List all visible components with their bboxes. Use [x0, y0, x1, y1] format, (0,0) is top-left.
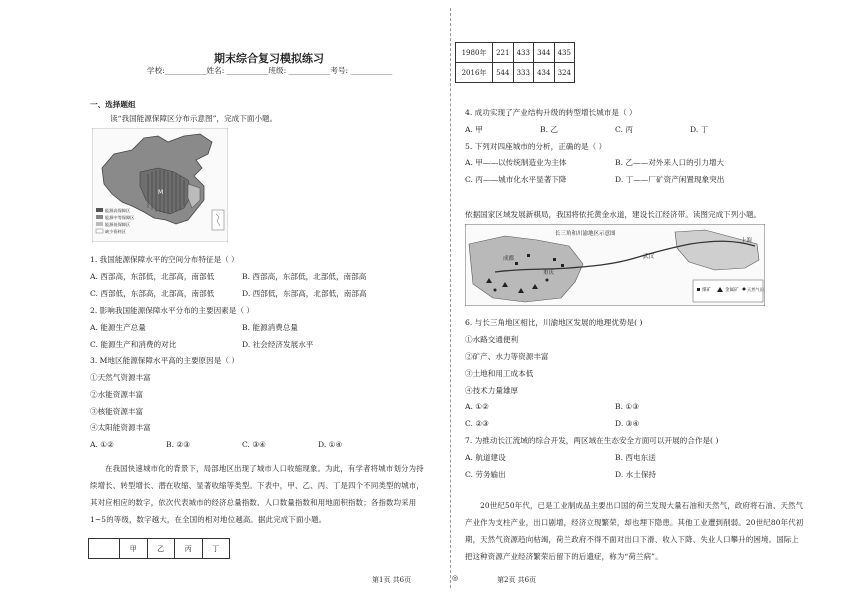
- map-legend-3: 能源低保障区: [105, 222, 131, 227]
- table-cell: 324: [554, 63, 575, 83]
- city-shrinkage-passage: 在我国快速城市化的背景下，局部地区出现了城市人口收缩现象。为此，有学者将城市划分为持续增长、转型增长、潜在收缩、显著收缩等类型。下表中，甲、乙、丙、丁是四个不同类型的城市，其对应相应的数字，依次代表城市的经济总量指数、人口数量指数和用地面积指数；各指数均采用1~5的等级，数字越大，在全国的相对地位越高。据此完成下面小题。: [90, 464, 424, 524]
- q4-option-a: A. 甲: [465, 125, 483, 134]
- map2-legend-coal: 煤矿: [702, 288, 711, 293]
- student-info-line: 学校:___________姓名: ___________班级: ___________考号: ___________: [147, 66, 393, 75]
- q6-item-3: ③土地和用工成本低: [465, 369, 534, 378]
- map-city-chengdu: 成都: [503, 256, 515, 262]
- question-7: 7. 为推动长江流域的综合开发，两区域在生态安全方面可以开展的合作是( ): [465, 436, 719, 445]
- q6-item-1: ①水路交通便利: [465, 335, 519, 344]
- q1-option-a: A. 西部高，东部低，北部高，南部低: [90, 272, 215, 281]
- footer-page-left: 第1页 共6页: [372, 576, 412, 584]
- q3-item-1: ①天然气资源丰富: [90, 373, 151, 382]
- section-heading: 一、选择题组: [90, 100, 136, 109]
- table-cell: 435: [554, 43, 575, 63]
- q6-option-a: A. ①②: [465, 402, 489, 411]
- question-6: 6. 与长三角地区相比，川渝地区发展的地理优势是( ): [465, 318, 643, 327]
- q6-item-2: ②矿产、水力等资源丰富: [465, 352, 549, 361]
- footer-separator: ◎: [452, 574, 459, 582]
- table-cell: 434: [534, 63, 555, 83]
- map-city-shanghai: 上海: [741, 238, 753, 244]
- table-row: [456, 43, 575, 63]
- q7-option-c: C. 劳务输出: [465, 470, 506, 479]
- dutch-disease-passage: 20世纪50年代，已是工业制成品主要出口国的荷兰发现大量石油和天然气，政府将石油、天然气产业作为支柱产业，出口剧增，经济立现繁荣，却也埋下隐患。其他工业遭到削弱。20世纪80年代初期，天然气资源趋向枯竭，荷兰政府不得不面对出口下滑、收入下降、失业人口攀升的困境。国际上把这种资源产业经济繁荣后留下的后遗症，称为“荷兰病”。: [465, 501, 804, 561]
- table-cell: 2016年: [456, 63, 493, 83]
- city-index-table-rows: [455, 42, 575, 83]
- q6-item-4: ④技术力量雄厚: [465, 386, 519, 395]
- q3-item-4: ④太阳能资源丰富: [90, 423, 151, 432]
- q3-item-3: ③核能资源丰富: [90, 407, 144, 416]
- map-city-wuhan: 武汉: [643, 254, 655, 260]
- map2-legend-metal: 金属矿: [725, 288, 739, 293]
- page-divider: [450, 8, 451, 588]
- q7-option-d: D. 水土保持: [615, 470, 657, 479]
- question-5: 5. 下列对四座城市的分析，正确的是（ ）: [465, 142, 607, 151]
- energy-security-map: [92, 128, 228, 242]
- yangtze-region-map: [465, 224, 765, 306]
- intro-text: 读“我国能源保障区分布示意图”，完成下面小题。: [110, 114, 278, 123]
- q5-option-b: B. 乙——对外来人口的引力增大: [615, 158, 725, 167]
- q3-option-d: D. ①④: [318, 440, 343, 449]
- q6-option-c: C. ②③: [465, 419, 489, 428]
- q2-option-b: B. 能源消费总量: [242, 323, 298, 332]
- q4-option-b: B. 乙: [540, 125, 559, 134]
- q6-option-b: B. ①③: [615, 402, 640, 411]
- question-4: 4. 成功实现了产业结构升级的转型增长城市是（ ）: [465, 108, 637, 117]
- q7-option-a: A. 航道建设: [465, 453, 506, 462]
- footer-page-right: 第2页 共6页: [497, 576, 537, 584]
- q3-option-a: A. ①②: [90, 440, 114, 449]
- map-legend-2: 能源中等保障区: [105, 215, 135, 220]
- q7-option-b: B. 西电东送: [615, 453, 656, 462]
- svg-text:M: M: [158, 189, 164, 196]
- q6-option-d: D. ③④: [615, 419, 640, 428]
- map2-legend-gas: 天然气田: [747, 287, 764, 292]
- q2-option-d: D. 社会经济发展水平: [242, 340, 314, 349]
- question-3: 3. M地区能源保障水平高的主要原因是（ ）: [90, 356, 239, 365]
- question-1: 1. 我国能源保障水平的空间分布特征是（ ）: [90, 255, 239, 264]
- q3-option-b: B. ②③: [166, 440, 191, 449]
- q5-option-d: D. 丁——厂矿资产闲置现象突出: [615, 175, 725, 184]
- q3-item-2: ②水能资源丰富: [90, 390, 144, 399]
- table-cell: 344: [534, 43, 555, 63]
- table-cell: 221: [493, 43, 514, 63]
- city-index-table-header: [88, 538, 230, 559]
- q1-option-c: C. 西部低，东部高，北部高，南部低: [90, 289, 215, 298]
- table-header-yi: 乙: [147, 539, 175, 559]
- q1-option-b: B. 西部高，东部低，北部低，南部高: [242, 272, 367, 281]
- question-2: 2. 影响我国能源保障水平分布的主要因素是（ ）: [90, 306, 254, 315]
- map-legend-1: 能源高保障区: [105, 208, 131, 213]
- map-legend-4: 缺少资料区: [105, 229, 126, 234]
- map-city-chongqing: 重庆: [543, 270, 555, 276]
- table-header-bing: 丙: [175, 539, 203, 559]
- q1-option-d: D. 西部低，东部高，北部低，南部高: [242, 289, 367, 298]
- table-header-ding: 丁: [202, 539, 230, 559]
- q5-option-a: A. 甲——以传统制造业为主体: [465, 158, 567, 167]
- q5-option-c: C. 丙——城市化水平显著下降: [465, 175, 567, 184]
- q2-option-a: A. 能源生产总量: [90, 323, 146, 332]
- table-cell: 1980年: [456, 43, 493, 63]
- table-header-blank: [89, 539, 120, 559]
- q2-option-c: C. 能源生产和消费的对比: [90, 340, 177, 349]
- q3-option-c: C. ③④: [242, 440, 266, 449]
- yangtze-intro: 依据国家区域发展新棋局，我国将依托黄金水道，建设长江经济带。读图完成下列小题。: [465, 210, 762, 219]
- map2-title: 长三角和川渝地区示意图: [555, 231, 616, 237]
- table-header-jia: 甲: [120, 539, 148, 559]
- page-title: 期末综合复习模拟练习: [214, 52, 324, 65]
- table-cell: 544: [493, 63, 514, 83]
- q4-option-c: C. 丙: [615, 125, 633, 134]
- q4-option-d: D. 丁: [690, 125, 709, 134]
- table-row: [456, 63, 575, 83]
- table-cell: 433: [513, 43, 534, 63]
- table-cell: 333: [513, 63, 534, 83]
